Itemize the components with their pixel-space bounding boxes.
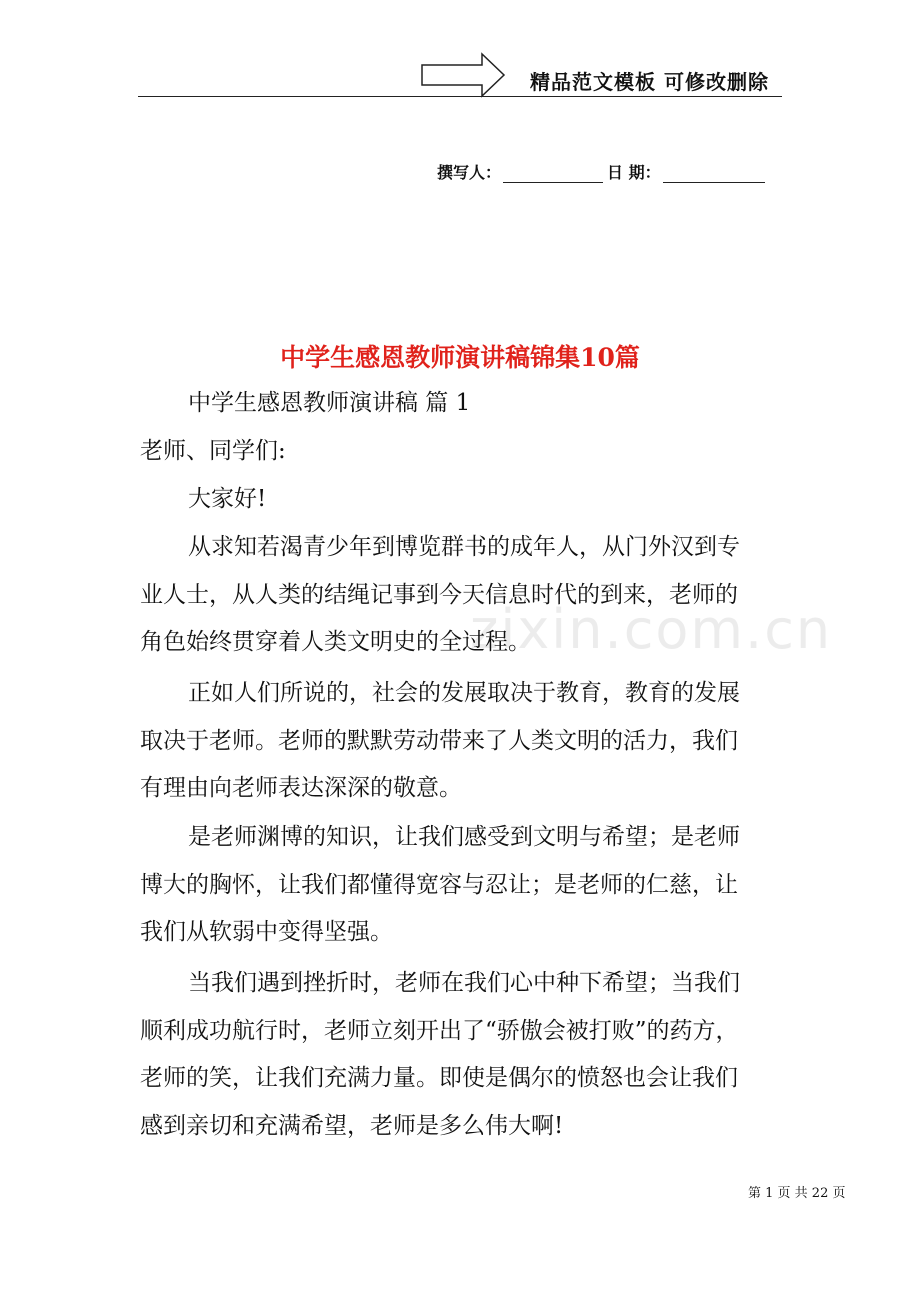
hello-line: 大家好! [188,486,267,512]
author-label: 撰写人： [437,163,502,182]
author-blank-line [503,164,603,183]
watermark: zixin.com.cn [470,598,833,661]
header-title: 精品范文模板 可修改删除 [530,70,769,94]
paragraph-4 [140,960,786,1150]
paragraph-line: 业人士，从人类的结绳记事到今天信息时代的到来，老师的 [140,581,738,608]
paragraph-line: 顺利成功航行时，老师立刻开出了“骄傲会被打败”的药方， [140,1017,739,1044]
paragraph-line: 从求知若渴青少年到博览群书的成年人，从门外汉到专 [188,534,740,560]
paragraph-line: 是老师渊博的知识，让我们感受到文明与希望；是老师 [188,824,740,850]
paragraph-line: 感到亲切和充满希望，老师是多么伟大啊! [140,1112,564,1139]
paragraph-line: 我们从软弱中变得坚强。 [140,919,393,945]
date-blank-line [663,164,765,183]
paragraph-line: 正如人们所说的，社会的发展取决于教育，教育的发展 [188,680,740,706]
paragraph-line: 当我们遇到挫折时，老师在我们心中种下希望；当我们 [188,970,740,996]
greeting: 老师、同学们: [140,438,286,464]
paragraph-line: 博大的胸怀，让我们都懂得宽容与忍让；是老师的仁慈，让 [140,871,738,898]
arrow-right-outline-icon [420,52,506,98]
paragraph-line: 有理由向老师表达深深的敬意。 [140,775,462,801]
document-title: 中学生感恩教师演讲稿锦集10篇 [280,343,640,372]
paragraph-1 [140,524,786,667]
paragraph-line: 取决于老师。老师的默默劳动带来了人类文明的活力，我们 [140,727,738,754]
paragraph-3 [140,814,786,957]
section-heading: 中学生感恩教师演讲稿 篇 1 [188,390,471,416]
paragraph-line: 角色始终贯穿着人类文明史的全过程。 [140,629,531,655]
paragraph-2 [140,670,786,813]
author-date-row [437,160,765,183]
date-label: 日 期： [607,163,661,182]
header-divider [138,96,782,97]
page-number: 第 1 页 共 22 页 [748,1186,846,1201]
paragraph-line: 老师的笑，让我们充满力量。即使是偶尔的愤怒也会让我们 [140,1065,738,1091]
